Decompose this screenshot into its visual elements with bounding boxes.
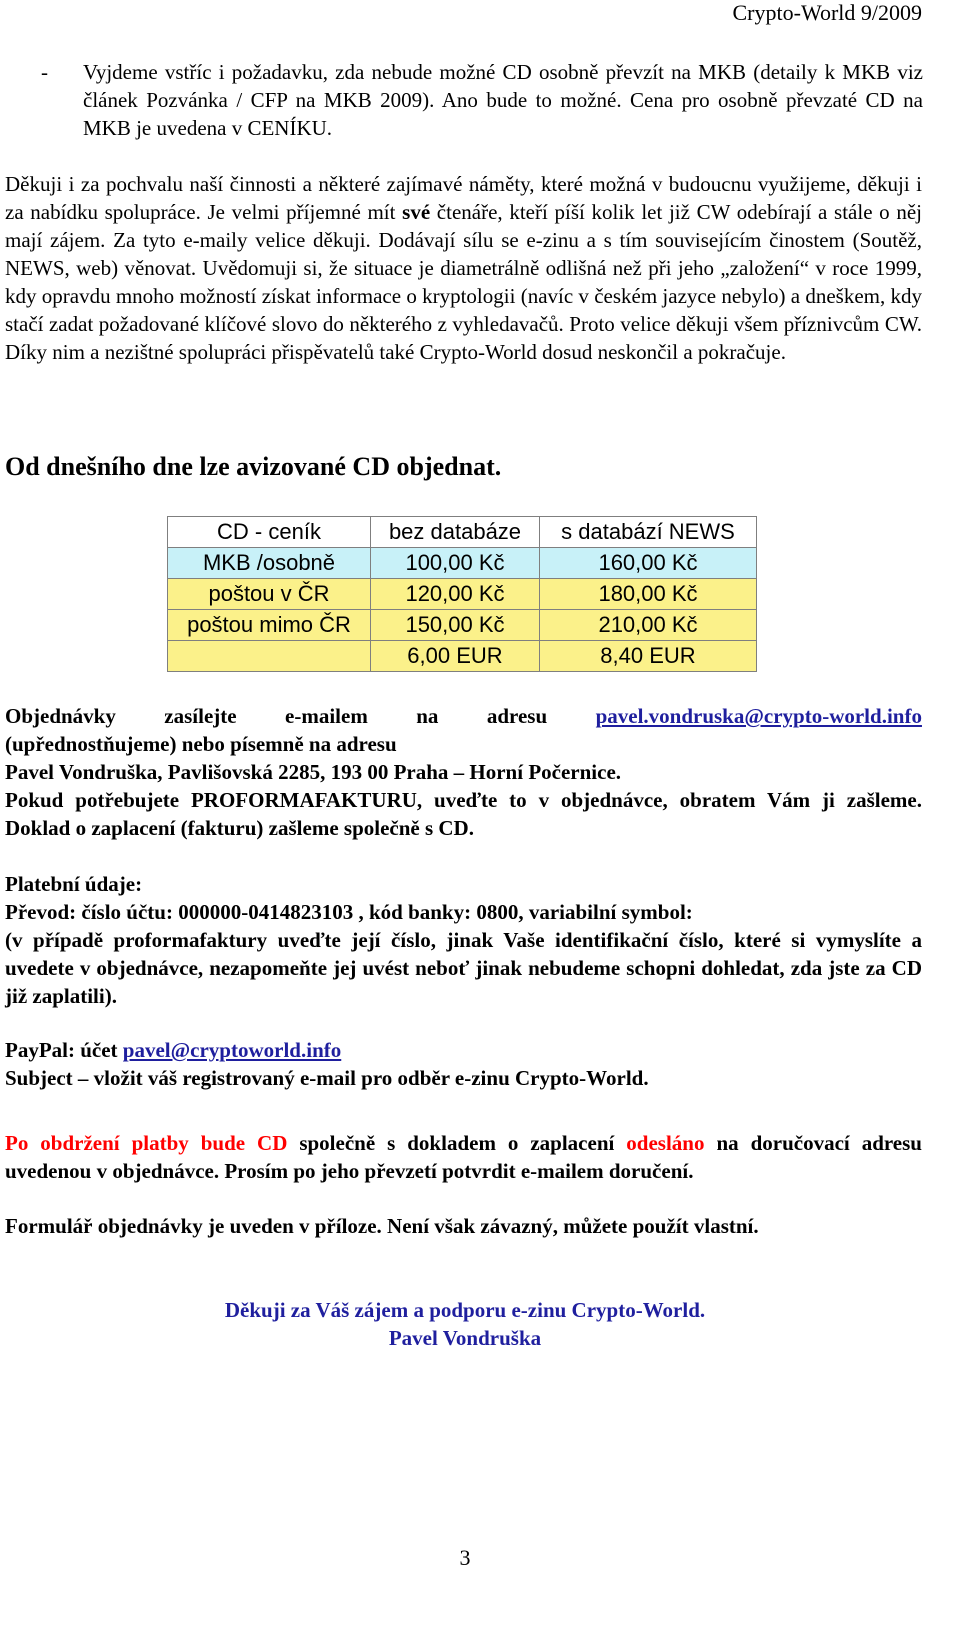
paypal-subject: Subject – vložit váš registrovaný e-mail pro odběr e-zinu Crypto-World. (5, 1066, 649, 1090)
delivery-paragraph (5, 1129, 922, 1185)
orders-word: Objednávky (5, 704, 116, 728)
intro-item-text: Vyjdeme vstříc i požadavku, zda nebude možné CD osobně převzít na MKB (detaily k MKB viz článek Pozvánka / CFP na MKB 2009). Ano bude to možné. Cena pro osobně převzaté CD na MKB je uvedena v CENÍKU. (83, 60, 923, 140)
price-table-row (168, 641, 757, 672)
orders-word: na (416, 704, 439, 728)
delivery-text: na doručovací adresu uvedenou v objednávce. Prosím po jeho převzetí potvrdit e-mailem doručení. (5, 1131, 922, 1183)
intro-list-item (5, 58, 922, 142)
orders-word: e-mailem (285, 704, 368, 728)
delivery-red-text: Po obdržení platby bude CD (5, 1131, 288, 1155)
price-cell: 150,00 Kč (371, 610, 540, 641)
price-cell: MKB /osobně (168, 548, 371, 579)
orders-word: zasílejte (164, 704, 237, 728)
price-cell: 8,40 EUR (540, 641, 757, 672)
price-table-header: s databází NEWS (540, 517, 757, 548)
orders-line-2: (upřednostňujeme) nebo písemně na adresu (5, 732, 397, 756)
proforma-note: Pokud potřebujete PROFORMAFAKTURU, uveďte to v objednávce, obratem Vám ji zašleme. Doklad o zaplacení (fakturu) zašleme společně s CD. (5, 788, 922, 840)
price-cell: poštou mimo ČR (168, 610, 371, 641)
orders-word: adresu (486, 704, 548, 728)
price-cell: 210,00 Kč (540, 610, 757, 641)
price-table-row (168, 548, 757, 579)
payment-transfer: Převod: číslo účtu: 000000-0414823103 , kód banky: 0800, variabilní symbol: (5, 900, 693, 924)
price-table-row (168, 579, 757, 610)
closing-thanks: Děkuji za Váš zájem a podporu e-zinu Crypto-World. (224, 1298, 706, 1322)
closing-signature: Pavel Vondruška (388, 1326, 542, 1350)
price-cell: 100,00 Kč (371, 548, 540, 579)
payment-note: (v případě proformafaktury uveďte její číslo, jinak Vaše identifikační číslo, které si vymyslíte a uvedete v objednávce, nezapomeňte jej uvést neboť jinak nebudeme schopni dohledat, zda jste za CD již zaplatili). (5, 928, 922, 1008)
price-cell: 6,00 EUR (371, 641, 540, 672)
order-email-link[interactable]: pavel.vondruska@crypto-world.info (595, 704, 922, 728)
price-cell: 160,00 Kč (540, 548, 757, 579)
orders-block (5, 702, 922, 842)
page-number: 3 (459, 1545, 471, 1570)
thanks-emphasis: své (402, 200, 431, 224)
price-table (167, 516, 757, 672)
price-table-header: CD - ceník (168, 517, 371, 548)
thanks-part2: čtenáře, kteří píší kolik let již CW odebírají a stále o něj mají zájem. Za tyto e-maily velice děkuji. Dodávají sílu se e-zinu a s tím souvisejícím činostem (Soutěž, NEWS, web) věnovat. Uvědomuji si, že situace je diametrálně odlišná než při jeho „založení“ v roce 1999, kdy opravdu mnoho možností získat informace o kryptologii (navíc v českém jazyce nebylo) a dneškem, kdy stačí zadat požadované klíčové slovo do některého z vyhledavačů. Proto velice děkuji všem příznivcům CW. Díky nim a nezištné spolupráci přispěvatelů také Crypto-World dosud neskončil a pokračuje. (5, 200, 923, 364)
price-table-row (168, 610, 757, 641)
paypal-email-link[interactable]: pavel@cryptoworld.info (122, 1038, 342, 1062)
list-dash: - (41, 60, 48, 84)
page-header-title: Crypto-World 9/2009 (732, 0, 922, 25)
paypal-block (5, 1036, 922, 1092)
price-cell: poštou v ČR (168, 579, 371, 610)
paypal-line (5, 1036, 922, 1064)
price-cell: 120,00 Kč (371, 579, 540, 610)
order-heading: Od dnešního dne lze avizované CD objednat. (5, 452, 502, 481)
orders-line-1 (5, 702, 922, 730)
price-cell (168, 641, 371, 672)
price-table-header-row (168, 517, 757, 548)
price-table-header: bez databáze (371, 517, 540, 548)
price-cell: 180,00 Kč (540, 579, 757, 610)
delivery-red-text: odesláno (626, 1131, 705, 1155)
thanks-part1: Děkuji i za pochvalu naší činnosti a některé zajímavé náměty, které možná v budoucnu využijeme, děkuji i za nabídku spolupráce. Je velmi příjemné mít (5, 172, 922, 224)
thanks-paragraph (5, 170, 922, 366)
payment-block (5, 870, 922, 1010)
payment-title: Platební údaje: (5, 872, 143, 896)
paypal-label: PayPal: účet (5, 1038, 123, 1062)
delivery-text: společně s dokladem o zaplacení (287, 1131, 627, 1155)
form-note: Formulář objednávky je uveden v příloze. Není však závazný, můžete použít vlastní. (5, 1214, 759, 1238)
postal-address: Pavel Vondruška, Pavlišovská 2285, 193 00 Praha – Horní Počernice. (5, 760, 622, 784)
